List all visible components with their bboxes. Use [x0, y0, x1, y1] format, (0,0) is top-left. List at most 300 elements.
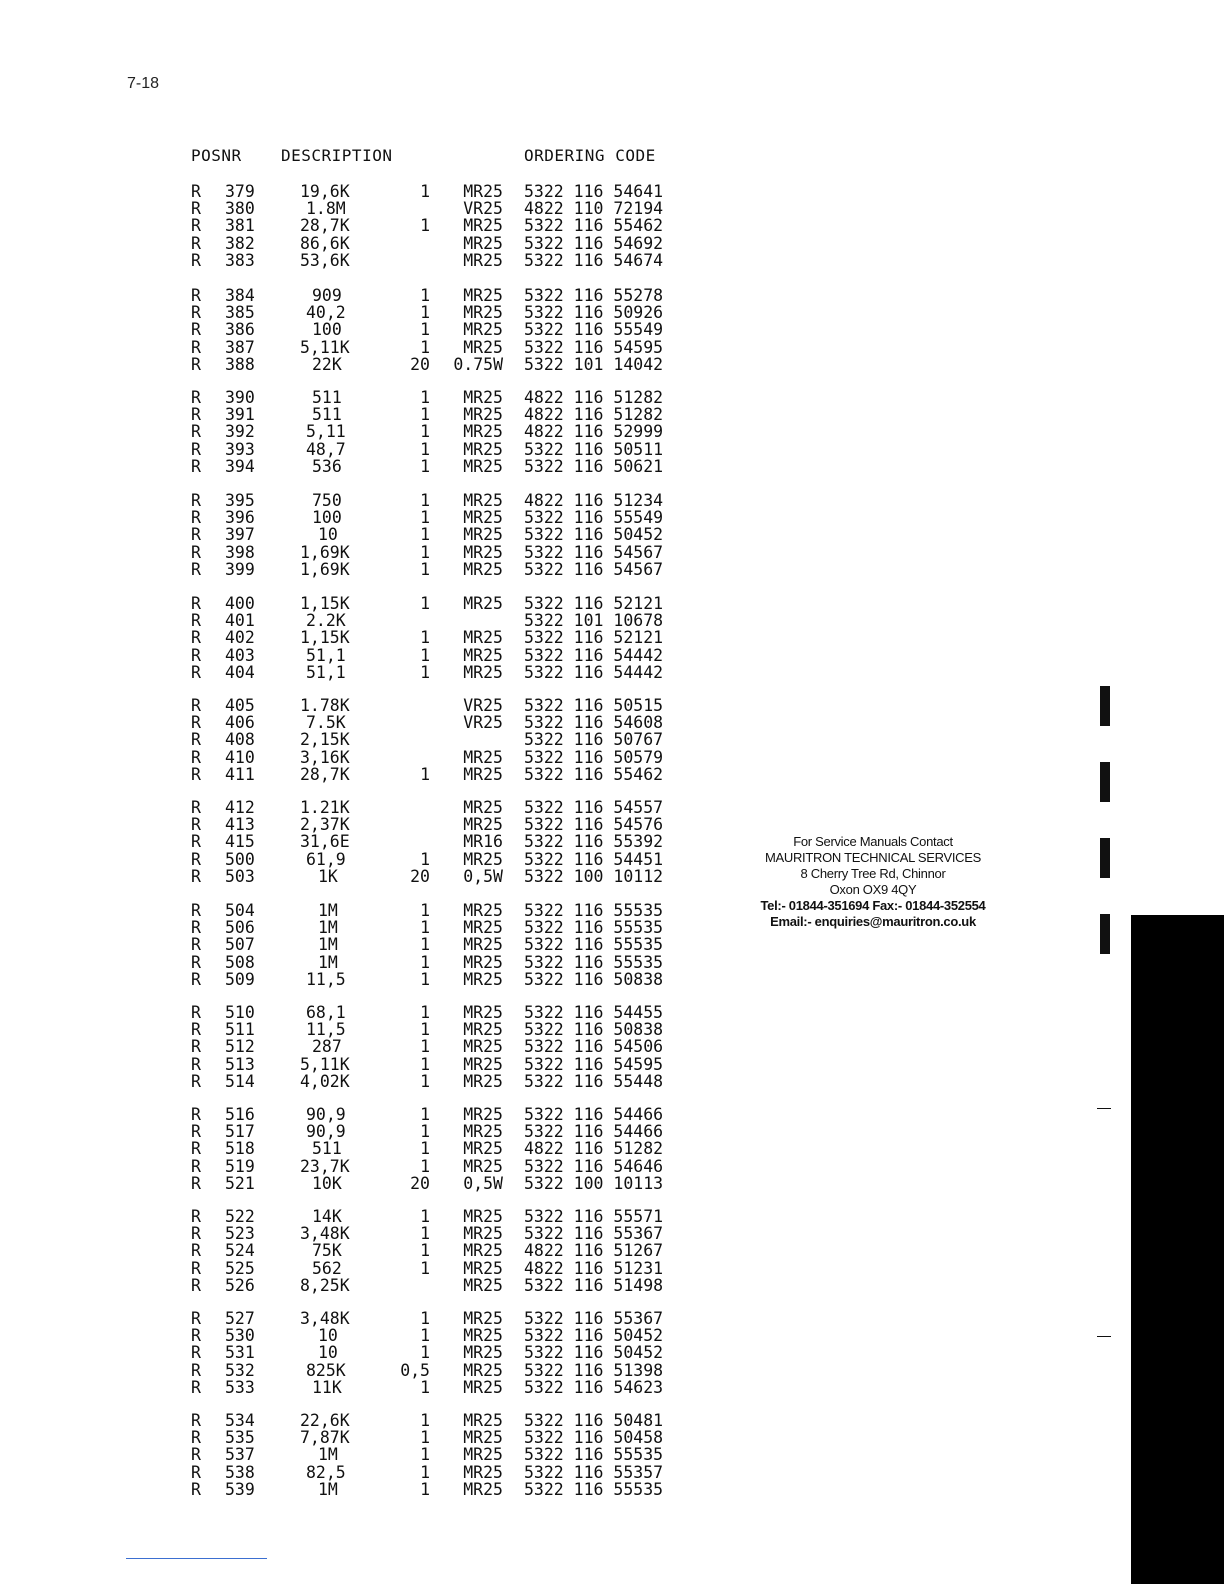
part-type: VR25 — [463, 696, 503, 715]
part-ordering-code: 5322 116 55549 — [524, 508, 664, 528]
part-type: MR25 — [463, 1037, 503, 1057]
contact-company: MAURITRON TECHNICAL SERVICES — [764, 850, 981, 865]
part-value: 3,48K — [300, 1224, 350, 1244]
part-value: 51,1 — [306, 662, 346, 682]
part-value: 825K — [306, 1360, 346, 1380]
part-type: MR25 — [463, 405, 503, 425]
part-value: 7,87K — [300, 1428, 350, 1448]
part-posnr: 518 — [225, 1139, 255, 1159]
part-posnr: 506 — [225, 918, 255, 938]
part-tolerance-text: 1 — [420, 456, 430, 476]
part-value: 100 — [312, 508, 342, 528]
part-value: 11K — [312, 1377, 342, 1397]
part-tolerance-text: 1 — [420, 559, 430, 579]
part-value: 53,6K — [300, 250, 350, 270]
part-tolerance-text: 1 — [420, 216, 430, 236]
part-posnr: 382 — [225, 233, 255, 253]
part-type: MR25 — [463, 422, 503, 442]
part-value: 82,5 — [306, 1462, 346, 1482]
part-prefix: R — [191, 1037, 201, 1057]
part-prefix: R — [191, 730, 201, 750]
part-prefix: R — [191, 1224, 201, 1244]
part-value: 1M — [318, 952, 338, 972]
part-ordering-code: 5322 116 50926 — [524, 303, 664, 323]
part-posnr: 525 — [225, 1258, 255, 1278]
part-tolerance-text: 1 — [420, 645, 430, 665]
part-posnr: 527 — [225, 1309, 255, 1328]
part-type: MR25 — [463, 1054, 503, 1074]
part-value: 90,9 — [306, 1105, 346, 1124]
part-posnr: 406 — [225, 713, 255, 733]
part-ordering-code: 5322 116 55367 — [524, 1309, 664, 1328]
part-tolerance-text: 1 — [420, 1479, 430, 1499]
part-ordering-code: 5322 116 55535 — [524, 1479, 664, 1499]
part-value: 5,11K — [300, 337, 350, 357]
part-prefix: R — [191, 952, 201, 972]
part-tolerance-text: 1 — [420, 491, 430, 510]
part-prefix: R — [191, 233, 201, 253]
part-prefix: R — [191, 422, 201, 442]
part-tolerance-text: 1 — [420, 422, 430, 442]
part-type: MR25 — [463, 303, 503, 323]
part-value: 536 — [312, 456, 342, 476]
part-prefix: R — [191, 832, 201, 852]
part-posnr: 512 — [225, 1037, 255, 1057]
part-prefix: R — [191, 1343, 201, 1363]
part-posnr: 532 — [225, 1360, 255, 1380]
part-tolerance-text: 1 — [420, 764, 430, 784]
part-posnr: 513 — [225, 1054, 255, 1074]
part-value: 5,11 — [306, 422, 346, 442]
part-value: 1M — [318, 1479, 338, 1499]
part-prefix: R — [191, 303, 201, 323]
part-posnr: 399 — [225, 559, 255, 579]
part-tolerance-text: 1 — [420, 182, 430, 201]
part-type: MR25 — [463, 935, 503, 955]
part-prefix: R — [191, 1360, 201, 1380]
part-posnr: 511 — [225, 1020, 255, 1040]
part-posnr: 410 — [225, 747, 255, 767]
part-prefix: R — [191, 1207, 201, 1226]
part-prefix: R — [191, 439, 201, 459]
contact-address: 8 Cherry Tree Rd, Chinnor — [800, 866, 946, 881]
part-prefix: R — [191, 594, 201, 613]
part-posnr: 387 — [225, 337, 255, 357]
part-value: 61,9 — [306, 849, 346, 869]
part-ordering-code: 5322 116 55462 — [524, 216, 664, 236]
part-prefix: R — [191, 1122, 201, 1142]
scan-edge-notch — [1131, 915, 1156, 945]
part-ordering-code: 5322 116 50621 — [524, 456, 664, 476]
part-ordering-code: 5322 116 52121 — [524, 628, 664, 648]
part-ordering-code: 4822 116 51282 — [524, 1139, 664, 1159]
part-prefix: R — [191, 388, 201, 407]
part-ordering-code: 5322 116 52121 — [524, 594, 664, 613]
part-value: 1.21K — [300, 798, 350, 817]
contact-block — [760, 834, 986, 930]
part-type: MR25 — [463, 216, 503, 236]
part-posnr: 390 — [225, 388, 255, 407]
part-posnr: 535 — [225, 1428, 255, 1448]
part-ordering-code: 5322 116 54646 — [524, 1156, 664, 1176]
part-ordering-code: 5322 116 55535 — [524, 1445, 664, 1465]
part-tolerance-text: 1 — [420, 1428, 430, 1448]
part-ordering-code: 5322 116 50579 — [524, 747, 664, 767]
part-value: 90,9 — [306, 1122, 346, 1142]
part-type: MR25 — [463, 1241, 503, 1261]
part-prefix: R — [191, 1275, 201, 1295]
part-value: 48,7 — [306, 439, 346, 459]
part-prefix: R — [191, 525, 201, 545]
part-type: MR25 — [463, 182, 503, 201]
part-ordering-code: 5322 116 54674 — [524, 250, 664, 270]
part-value: 23,7K — [300, 1156, 350, 1176]
part-prefix: R — [191, 662, 201, 682]
part-posnr: 539 — [225, 1479, 255, 1499]
part-posnr: 408 — [225, 730, 255, 750]
part-value: 11,5 — [306, 969, 346, 989]
part-value: 2.2K — [306, 611, 346, 631]
part-value: 4,02K — [300, 1071, 350, 1091]
part-posnr: 503 — [225, 866, 255, 886]
part-posnr: 384 — [225, 286, 255, 305]
part-tolerance-text: 20 — [410, 354, 430, 374]
part-type: MR25 — [463, 1139, 503, 1159]
part-type: MR25 — [463, 1071, 503, 1091]
part-type: MR25 — [463, 901, 503, 920]
part-posnr: 537 — [225, 1445, 255, 1465]
part-type: MR25 — [463, 628, 503, 648]
part-prefix: R — [191, 1479, 201, 1499]
part-ordering-code: 5322 116 54595 — [524, 1054, 664, 1074]
header-ordering-code: ORDERING CODE — [524, 146, 656, 165]
part-prefix: R — [191, 798, 201, 817]
part-value: 511 — [312, 388, 342, 407]
part-posnr: 523 — [225, 1224, 255, 1244]
part-value: 8,25K — [300, 1275, 350, 1295]
part-type: MR25 — [463, 1428, 503, 1448]
part-value: 1,69K — [300, 559, 350, 579]
part-value: 11,5 — [306, 1020, 346, 1040]
part-posnr: 392 — [225, 422, 255, 442]
part-tolerance-text: 1 — [420, 1411, 430, 1430]
part-ordering-code: 5322 116 54451 — [524, 849, 664, 869]
part-ordering-code: 4822 116 51231 — [524, 1258, 664, 1278]
part-tolerance-text: 1 — [420, 286, 430, 305]
contact-line: For Service Manuals Contact — [793, 834, 953, 849]
part-type: MR25 — [463, 250, 503, 270]
part-tolerance-text: 1 — [420, 405, 430, 425]
part-prefix: R — [191, 645, 201, 665]
part-type: MR25 — [463, 1377, 503, 1397]
part-posnr: 509 — [225, 969, 255, 989]
part-prefix: R — [191, 1241, 201, 1261]
page-number: 7-18 — [127, 75, 160, 92]
part-ordering-code: 5322 116 54466 — [524, 1105, 664, 1124]
part-type: MR25 — [463, 1020, 503, 1040]
part-ordering-code: 5322 116 50511 — [524, 439, 664, 459]
part-prefix: R — [191, 918, 201, 938]
part-type: MR25 — [463, 918, 503, 938]
part-ordering-code: 5322 116 55367 — [524, 1224, 664, 1244]
part-ordering-code: 5322 116 54623 — [524, 1377, 664, 1397]
part-value: 10 — [318, 1326, 338, 1346]
part-posnr: 381 — [225, 216, 255, 236]
part-value: 28,7K — [300, 764, 350, 784]
part-type: MR25 — [463, 1326, 503, 1346]
part-type: MR25 — [463, 525, 503, 545]
part-posnr: 413 — [225, 815, 255, 835]
part-value: 1M — [318, 918, 338, 938]
part-tolerance-text: 1 — [420, 1224, 430, 1244]
part-posnr: 383 — [225, 250, 255, 270]
part-posnr: 526 — [225, 1275, 255, 1295]
part-ordering-code: 4822 116 51282 — [524, 388, 664, 407]
part-type: MR25 — [463, 508, 503, 528]
part-prefix: R — [191, 1462, 201, 1482]
part-value: 1M — [318, 1445, 338, 1465]
part-type: MR25 — [463, 1360, 503, 1380]
part-prefix: R — [191, 1309, 201, 1328]
part-ordering-code: 5322 116 55571 — [524, 1207, 664, 1226]
part-tolerance-text: 1 — [420, 1309, 430, 1328]
part-type: MR25 — [463, 1105, 503, 1124]
part-posnr: 538 — [225, 1462, 255, 1482]
part-tolerance-text: 1 — [420, 1071, 430, 1091]
part-type: MR25 — [463, 764, 503, 784]
part-posnr: 522 — [225, 1207, 255, 1226]
part-posnr: 402 — [225, 628, 255, 648]
part-tolerance-text: 1 — [420, 1020, 430, 1040]
part-ordering-code: 5322 116 54576 — [524, 815, 664, 835]
part-prefix: R — [191, 199, 201, 219]
part-tolerance-text: 1 — [420, 337, 430, 357]
part-value: 2,15K — [300, 730, 350, 750]
part-ordering-code: 5322 116 54455 — [524, 1003, 664, 1022]
part-value: 10K — [312, 1173, 342, 1193]
part-ordering-code: 5322 116 55462 — [524, 764, 664, 784]
part-ordering-code: 5322 116 55392 — [524, 832, 664, 852]
part-value: 100 — [312, 320, 342, 340]
part-type: MR25 — [463, 1309, 503, 1328]
part-tolerance-text: 1 — [420, 1462, 430, 1482]
part-ordering-code: 5322 116 51498 — [524, 1275, 664, 1295]
part-ordering-code: 5322 116 54641 — [524, 182, 664, 201]
part-ordering-code: 5322 116 55535 — [524, 935, 664, 955]
part-type: MR25 — [463, 456, 503, 476]
part-posnr: 534 — [225, 1411, 255, 1430]
part-ordering-code: 5322 116 54557 — [524, 798, 664, 817]
part-type: MR25 — [463, 286, 503, 305]
part-tolerance-text: 0,5 — [400, 1360, 430, 1380]
part-type: MR25 — [463, 337, 503, 357]
part-prefix: R — [191, 456, 201, 476]
part-prefix: R — [191, 1054, 201, 1074]
part-type: MR25 — [463, 969, 503, 989]
part-value: 14K — [312, 1207, 342, 1226]
part-ordering-code: 5322 116 54567 — [524, 542, 664, 562]
part-posnr: 395 — [225, 491, 255, 510]
part-ordering-code: 5322 116 55357 — [524, 1462, 664, 1482]
part-posnr: 388 — [225, 354, 255, 374]
part-prefix: R — [191, 542, 201, 562]
part-ordering-code: 5322 116 55448 — [524, 1071, 664, 1091]
part-value: 287 — [312, 1037, 342, 1057]
part-tolerance-text: 1 — [420, 628, 430, 648]
part-tolerance-text: 1 — [420, 1207, 430, 1226]
part-type: 0.75W — [453, 354, 503, 374]
part-value: 22K — [312, 354, 342, 374]
part-prefix: R — [191, 1156, 201, 1176]
part-ordering-code: 5322 116 54608 — [524, 713, 664, 733]
part-ordering-code: 5322 116 54442 — [524, 662, 664, 682]
part-tolerance-text: 20 — [410, 1173, 430, 1193]
part-type: MR16 — [463, 832, 503, 852]
part-prefix: R — [191, 764, 201, 784]
part-value: 5,11K — [300, 1054, 350, 1074]
part-value: 1M — [318, 901, 338, 920]
part-type: MR25 — [463, 662, 503, 682]
part-type: VR25 — [463, 199, 503, 219]
part-tolerance-text: 1 — [420, 320, 430, 340]
part-prefix: R — [191, 713, 201, 733]
part-value: 1,15K — [300, 628, 350, 648]
part-posnr: 415 — [225, 832, 255, 852]
part-type: MR25 — [463, 1224, 503, 1244]
part-type: MR25 — [463, 1156, 503, 1176]
part-tolerance-text: 1 — [420, 1258, 430, 1278]
part-value: 10 — [318, 1343, 338, 1363]
part-ordering-code: 5322 116 54466 — [524, 1122, 664, 1142]
part-posnr: 517 — [225, 1122, 255, 1142]
part-ordering-code: 4822 110 72194 — [524, 199, 664, 219]
part-posnr: 510 — [225, 1003, 255, 1022]
part-tolerance-text: 1 — [420, 1037, 430, 1057]
part-prefix: R — [191, 866, 201, 886]
part-prefix: R — [191, 1258, 201, 1278]
part-tolerance-text: 1 — [420, 1343, 430, 1363]
part-posnr: 533 — [225, 1377, 255, 1397]
part-tolerance-text: 20 — [410, 866, 430, 886]
part-ordering-code: 5322 116 55535 — [524, 952, 664, 972]
part-type: MR25 — [463, 1003, 503, 1022]
part-prefix: R — [191, 1071, 201, 1091]
part-type: MR25 — [463, 388, 503, 407]
part-tolerance-text: 1 — [420, 1105, 430, 1124]
part-value: 562 — [312, 1258, 342, 1278]
part-posnr: 504 — [225, 901, 255, 920]
part-value: 51,1 — [306, 645, 346, 665]
part-prefix: R — [191, 1139, 201, 1159]
margin-mark — [1097, 1336, 1111, 1337]
part-tolerance-text: 1 — [420, 594, 430, 613]
part-ordering-code: 5322 100 10112 — [524, 866, 664, 886]
part-type: VR25 — [463, 713, 503, 733]
part-prefix: R — [191, 849, 201, 869]
part-tolerance-text: 1 — [420, 1445, 430, 1465]
part-posnr: 531 — [225, 1343, 255, 1363]
part-tolerance-text: 1 — [420, 1054, 430, 1074]
part-prefix: R — [191, 559, 201, 579]
part-tolerance-text: 1 — [420, 508, 430, 528]
part-tolerance-text: 1 — [420, 849, 430, 869]
part-posnr: 521 — [225, 1173, 255, 1193]
part-type: MR25 — [463, 1462, 503, 1482]
part-tolerance-text: 1 — [420, 662, 430, 682]
part-posnr: 500 — [225, 849, 255, 869]
part-prefix: R — [191, 320, 201, 340]
part-value: 1.8M — [306, 199, 346, 219]
part-value: 68,1 — [306, 1003, 346, 1022]
part-type: MR25 — [463, 491, 503, 510]
part-tolerance-text: 1 — [420, 952, 430, 972]
part-posnr: 405 — [225, 696, 255, 715]
contact-email: Email:- enquiries@mauritron.co.uk — [770, 914, 976, 929]
part-type: 0,5W — [463, 866, 503, 886]
contact-phone: Tel:- 01844-351694 Fax:- 01844-352554 — [760, 898, 986, 913]
part-value: 28,7K — [300, 216, 350, 236]
part-prefix: R — [191, 1428, 201, 1448]
part-type: MR25 — [463, 1343, 503, 1363]
part-prefix: R — [191, 405, 201, 425]
part-value: 75K — [312, 1241, 342, 1261]
part-ordering-code: 5322 116 50515 — [524, 696, 664, 715]
part-ordering-code: 4822 116 51267 — [524, 1241, 664, 1261]
part-tolerance-text: 1 — [420, 1377, 430, 1397]
part-tolerance-text: 1 — [420, 918, 430, 938]
part-ordering-code: 4822 116 51234 — [524, 491, 664, 510]
part-posnr: 507 — [225, 935, 255, 955]
part-type: MR25 — [463, 747, 503, 767]
margin-mark — [1100, 686, 1110, 726]
part-value: 10 — [318, 525, 338, 545]
part-posnr: 401 — [225, 611, 255, 631]
part-value: 1,15K — [300, 594, 350, 613]
part-tolerance-text: 1 — [420, 303, 430, 323]
part-ordering-code: 5322 116 54442 — [524, 645, 664, 665]
part-value: 22,6K — [300, 1411, 350, 1430]
part-type: MR25 — [463, 1275, 503, 1295]
part-type: MR25 — [463, 1207, 503, 1226]
part-value: 1K — [318, 866, 338, 886]
part-prefix: R — [191, 696, 201, 715]
part-prefix: R — [191, 216, 201, 236]
part-tolerance-text: 1 — [420, 439, 430, 459]
part-prefix: R — [191, 250, 201, 270]
part-value: 86,6K — [300, 233, 350, 253]
part-ordering-code: 5322 116 50767 — [524, 730, 664, 750]
part-prefix: R — [191, 354, 201, 374]
part-prefix: R — [191, 286, 201, 305]
part-prefix: R — [191, 1003, 201, 1022]
part-tolerance-text: 1 — [420, 1139, 430, 1159]
part-posnr: 412 — [225, 798, 255, 817]
part-tolerance-text: 1 — [420, 969, 430, 989]
contact-postcode: Oxon OX9 4QY — [829, 882, 917, 897]
part-ordering-code: 5322 116 50452 — [524, 525, 664, 545]
part-ordering-code: 5322 116 50458 — [524, 1428, 664, 1448]
part-tolerance-text: 1 — [420, 935, 430, 955]
part-posnr: 386 — [225, 320, 255, 340]
part-prefix: R — [191, 1020, 201, 1040]
part-type: MR25 — [463, 1122, 503, 1142]
part-value: 2,37K — [300, 815, 350, 835]
part-ordering-code: 5322 116 50838 — [524, 969, 664, 989]
part-prefix: R — [191, 901, 201, 920]
part-prefix: R — [191, 628, 201, 648]
part-posnr: 400 — [225, 594, 255, 613]
part-tolerance-text: 1 — [420, 1241, 430, 1261]
